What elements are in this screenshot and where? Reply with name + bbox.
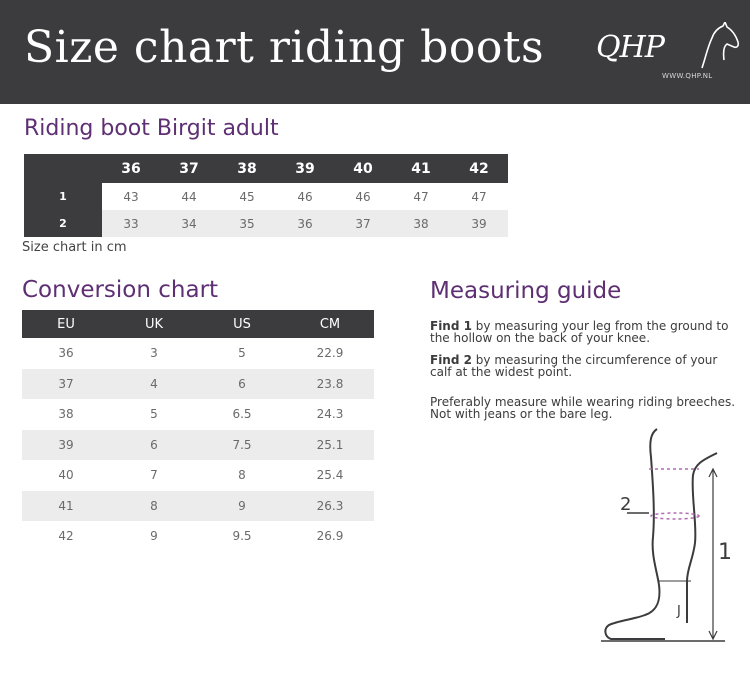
table-cell: 42 <box>58 529 74 544</box>
table-cell: 3 <box>150 346 158 361</box>
find2-text: by measuring the circumference of your calf at the widest point. <box>430 353 718 379</box>
table-row <box>22 430 374 461</box>
table-row <box>24 183 508 210</box>
logo-url: WWW.QHP.NL <box>662 72 713 80</box>
table-row <box>22 491 374 522</box>
conversion-header-row <box>22 310 374 338</box>
boot-size-table <box>24 154 508 237</box>
qhp-logo <box>596 22 746 84</box>
find2-paragraph <box>430 354 740 378</box>
table-cell: 8 <box>110 491 198 522</box>
size-chart-note: Size chart in cm <box>22 240 127 255</box>
table-cell: 25.1 <box>286 430 374 461</box>
page-title: Size chart riding boots <box>24 22 545 73</box>
column-header: US <box>198 310 286 338</box>
table-row <box>22 399 374 430</box>
size-header: 41 <box>392 154 450 183</box>
table-cell: 37 <box>22 369 110 400</box>
table-row <box>24 210 508 237</box>
row-label: 2 <box>24 210 102 237</box>
size-header: 37 <box>160 154 218 183</box>
table-cell: 5 <box>150 407 158 422</box>
table-cell: 44 <box>181 189 197 204</box>
horse-head-icon <box>696 22 742 72</box>
table-cell: 36 <box>58 346 74 361</box>
table-cell: 46 <box>297 189 313 204</box>
table-cell: 26.3 <box>286 491 374 522</box>
find2-label: Find 2 <box>430 353 472 367</box>
table-cell: 6.5 <box>232 407 252 422</box>
table-cell: 23.8 <box>286 369 374 400</box>
measure-label-1: 1 <box>718 540 732 565</box>
logo-text: QHP <box>596 30 664 65</box>
table-cell: 7 <box>150 468 158 483</box>
conversion-table <box>22 310 374 552</box>
find1-label: Find 1 <box>430 319 472 333</box>
table-cell: 35 <box>218 210 276 237</box>
table-cell: 38 <box>58 407 74 422</box>
leg-outline <box>605 429 665 639</box>
table-cell: 24.3 <box>316 407 344 422</box>
table-cell: 25.4 <box>316 468 344 483</box>
table-cell: 9 <box>198 491 286 522</box>
ankle-mark: J <box>677 604 681 619</box>
table-cell: 36 <box>276 210 334 237</box>
conversion-chart-title: Conversion chart <box>22 277 219 303</box>
table-cell: 4 <box>110 369 198 400</box>
table-cell: 26.9 <box>316 529 344 544</box>
calf-circumference-line <box>651 513 699 519</box>
boot-size-header-row <box>24 154 508 183</box>
table-row <box>22 338 374 369</box>
header-banner <box>0 0 750 104</box>
table-cell: 47 <box>471 189 487 204</box>
table-cell: 34 <box>160 210 218 237</box>
boot-chart-title: Riding boot Birgit adult <box>24 116 279 141</box>
table-cell: 40 <box>58 468 74 483</box>
table-row <box>22 521 374 552</box>
boot-table-corner <box>24 154 102 183</box>
table-cell: 39 <box>450 210 508 237</box>
measuring-guide-title: Measuring guide <box>430 278 622 304</box>
table-cell: 9 <box>150 529 158 544</box>
column-header: EU <box>22 310 110 338</box>
table-row <box>22 460 374 491</box>
find1-text: by measuring your leg from the ground to the hollow on the back of your knee. <box>430 319 729 345</box>
measure-label-2: 2 <box>620 494 632 515</box>
size-header: 36 <box>102 154 160 183</box>
size-header: 40 <box>334 154 392 183</box>
table-row <box>22 369 374 400</box>
table-cell: 47 <box>413 189 429 204</box>
table-cell: 22.9 <box>316 346 344 361</box>
table-cell: 5 <box>238 346 246 361</box>
table-cell: 43 <box>123 189 139 204</box>
table-cell: 7.5 <box>198 430 286 461</box>
measure-advice: Preferably measure while wearing riding breeches. Not with jeans or the bare leg. <box>430 395 736 421</box>
table-cell: 46 <box>355 189 371 204</box>
find1-paragraph <box>430 320 740 344</box>
size-header: 42 <box>450 154 508 183</box>
size-header: 39 <box>276 154 334 183</box>
row-label: 1 <box>24 183 102 210</box>
size-header: 38 <box>218 154 276 183</box>
table-cell: 45 <box>239 189 255 204</box>
column-header: UK <box>110 310 198 338</box>
column-header: CM <box>286 310 374 338</box>
table-cell: 41 <box>22 491 110 522</box>
table-cell: 8 <box>238 468 246 483</box>
table-cell: 6 <box>198 369 286 400</box>
table-cell: 38 <box>392 210 450 237</box>
leg-measurement-illustration <box>595 425 735 650</box>
table-cell: 6 <box>110 430 198 461</box>
table-cell: 9.5 <box>232 529 252 544</box>
table-cell: 33 <box>102 210 160 237</box>
table-cell: 37 <box>334 210 392 237</box>
table-cell: 39 <box>22 430 110 461</box>
